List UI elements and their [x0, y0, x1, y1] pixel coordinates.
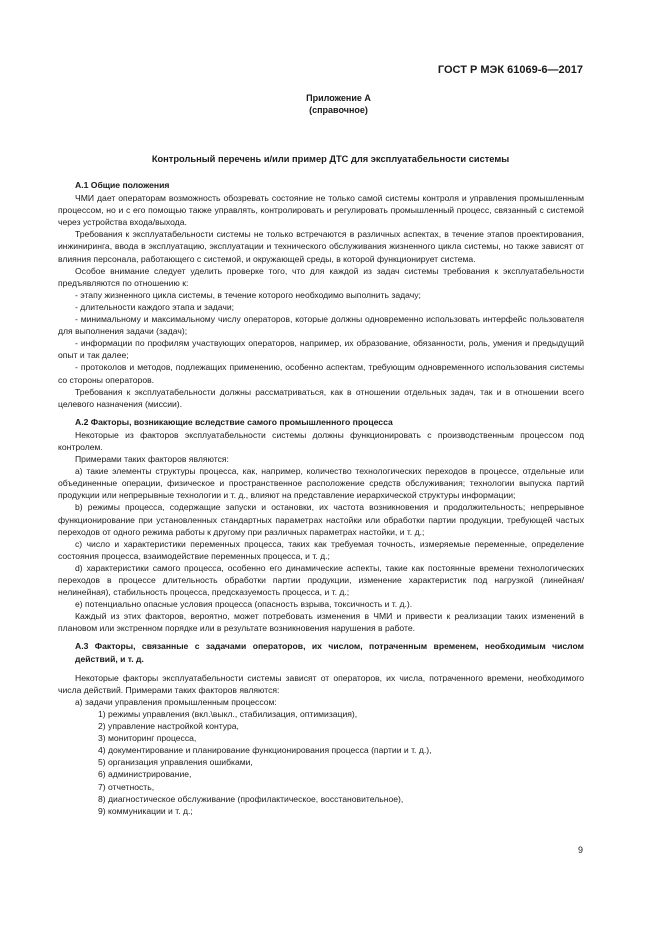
annex-heading [0, 92, 661, 116]
sub-list-item: 4) документирование и планирование функционирования процесса (партии и т. д.), [98, 745, 432, 756]
sub-list-item: 8) диагностическое обслуживание (профилактическое, восстановительное), [98, 793, 404, 804]
list-item: - длительности каждого этапа и задачи; [75, 301, 235, 312]
list-item: d) характеристики самого процесса, особенно его динамические аспекты, такие как постоянные времени технологических переходов в процессе длительность обработки партии продукции, изменение характеристик под нагрузкой (линейная/нелинейная), стабильность процесса, предсказуемость процесса, и т. д.; [58, 562, 584, 598]
paragraph: Каждый из этих факторов, вероятно, может потребовать изменения в ЧМИ и привести к реализации таких изменений в плановом или экстренном порядке или в результате возникновения нарушения в работе. [58, 611, 584, 634]
list-item: - информации по профилям участвующих операторов, например, их образование, обязанности, роль, умения и предыдущий опыт и так далее; [58, 338, 584, 361]
sub-list-item: 9) коммуникации и т. д.; [98, 805, 193, 816]
paragraph: Некоторые из факторов эксплуатабельности системы должны функционировать с производственным процессом под контролем. [58, 429, 584, 452]
page-number: 9 [577, 845, 583, 855]
list-item: - минимальному и максимальному числу операторов, которые должны одновременно использовать интерфейс пользователя для выполнения задачи (задач); [58, 314, 584, 337]
sub-list-item: 1) режимы управления (вкл.\выкл., стабилизация, оптимизация), [98, 708, 358, 719]
list-item: - этапу жизненного цикла системы, в течение которого необходимо выполнить задачу; [75, 289, 421, 300]
list-item: e) потенциально опасные условия процесса (опасность взрыва, токсичность и т. д.). [75, 599, 413, 610]
document-header: ГОСТ Р МЭК 61069-6—2017 [437, 64, 583, 76]
list-item: а) такие элементы структуры процесса, как, например, количество технологических переходов в процессе, отдельные или объединенные операции, физическое и пространственное расположение средств обслуживания; технологии выпуска партий продукции или непрерывные технологии и т. д., влияют на представление иерархической структуры информации; [58, 466, 584, 501]
list-item: - протоколов и методов, подлежащих применению, особенно аспектам, требующим одновременного использования системы со стороны операторов. [58, 362, 584, 385]
annex-subtitle: (справочное) [309, 105, 368, 115]
main-title: Контрольный перечень и/или пример ДТС для эксплуатабельности системы [151, 154, 510, 164]
list-item: b) режимы процесса, содержащие запуски и остановки, их частота возникновения и продолжительность; непрерывное функционирование при установленных стандартных параметрах настойки или обработки партии продукции, требующей частых переходов от одного режима работы к другому при различных параметрах настойки, и т. д.; [58, 502, 584, 537]
paragraph: Примерами таких факторов являются: [75, 454, 229, 465]
document-body [58, 179, 584, 817]
section-heading: А.3 Факторы, связанные с задачами операторов, их числом, потраченным временем, необходимым числом действий, и т. д. [75, 641, 584, 664]
paragraph: Требования к эксплуатабельности системы не только встречаются в различных аспектах, в течение этапов проектирования, инжиниринга, ввода в эксплуатацию, эксплуатации и технического обслуживания жизненного цикла системы, но также зависят от влияния персонала, работающего с системой, и окружающей среды, в которой функционирует система. [58, 229, 584, 264]
sub-list-item: 3) мониторинг процесса, [98, 733, 197, 744]
paragraph: Требования к эксплуатабельности должны рассматриваться, как в отношении отдельных задач, так и в отношении всего целевого назначения (миссии). [58, 386, 584, 409]
sub-list-item: 7) отчетность, [98, 781, 155, 792]
sub-list-item: 2) управление настройкой контура, [98, 721, 239, 732]
section-heading: А.2 Факторы, возникающие вследствие самого промышленного процесса [75, 416, 393, 427]
paragraph: Некоторые факторы эксплуатабельности системы зависят от операторов, их числа, потраченного времени, необходимого числа действий. Примерами таких факторов являются: [58, 672, 584, 695]
list-item: а) задачи управления промышленным процессом: [75, 696, 277, 707]
sub-list-item: 5) организация управления ошибками, [98, 757, 253, 768]
list-item: c) число и характеристики переменных процесса, таких как требуемая точность, измеряемые переменные, определение состояния процесса, взаимодействие переменных процесса, и т. д.; [58, 538, 584, 561]
paragraph: ЧМИ дает операторам возможность обозревать состояние не только самой системы контроля и управления промышленным процессом, но и с его помощью также управлять, контролировать и регулировать промышленный процесс, связанный с системой через устройства входа/выхода. [58, 193, 584, 228]
section-heading: А.1 Общие положения [75, 180, 170, 190]
annex-title: Приложение А [306, 93, 371, 103]
paragraph: Особое внимание следует уделить проверке того, что для каждой из задач системы требования к эксплуатабельности предъявляются по отношению к: [58, 265, 584, 288]
sub-list-item: 6) администрирование, [98, 769, 192, 780]
